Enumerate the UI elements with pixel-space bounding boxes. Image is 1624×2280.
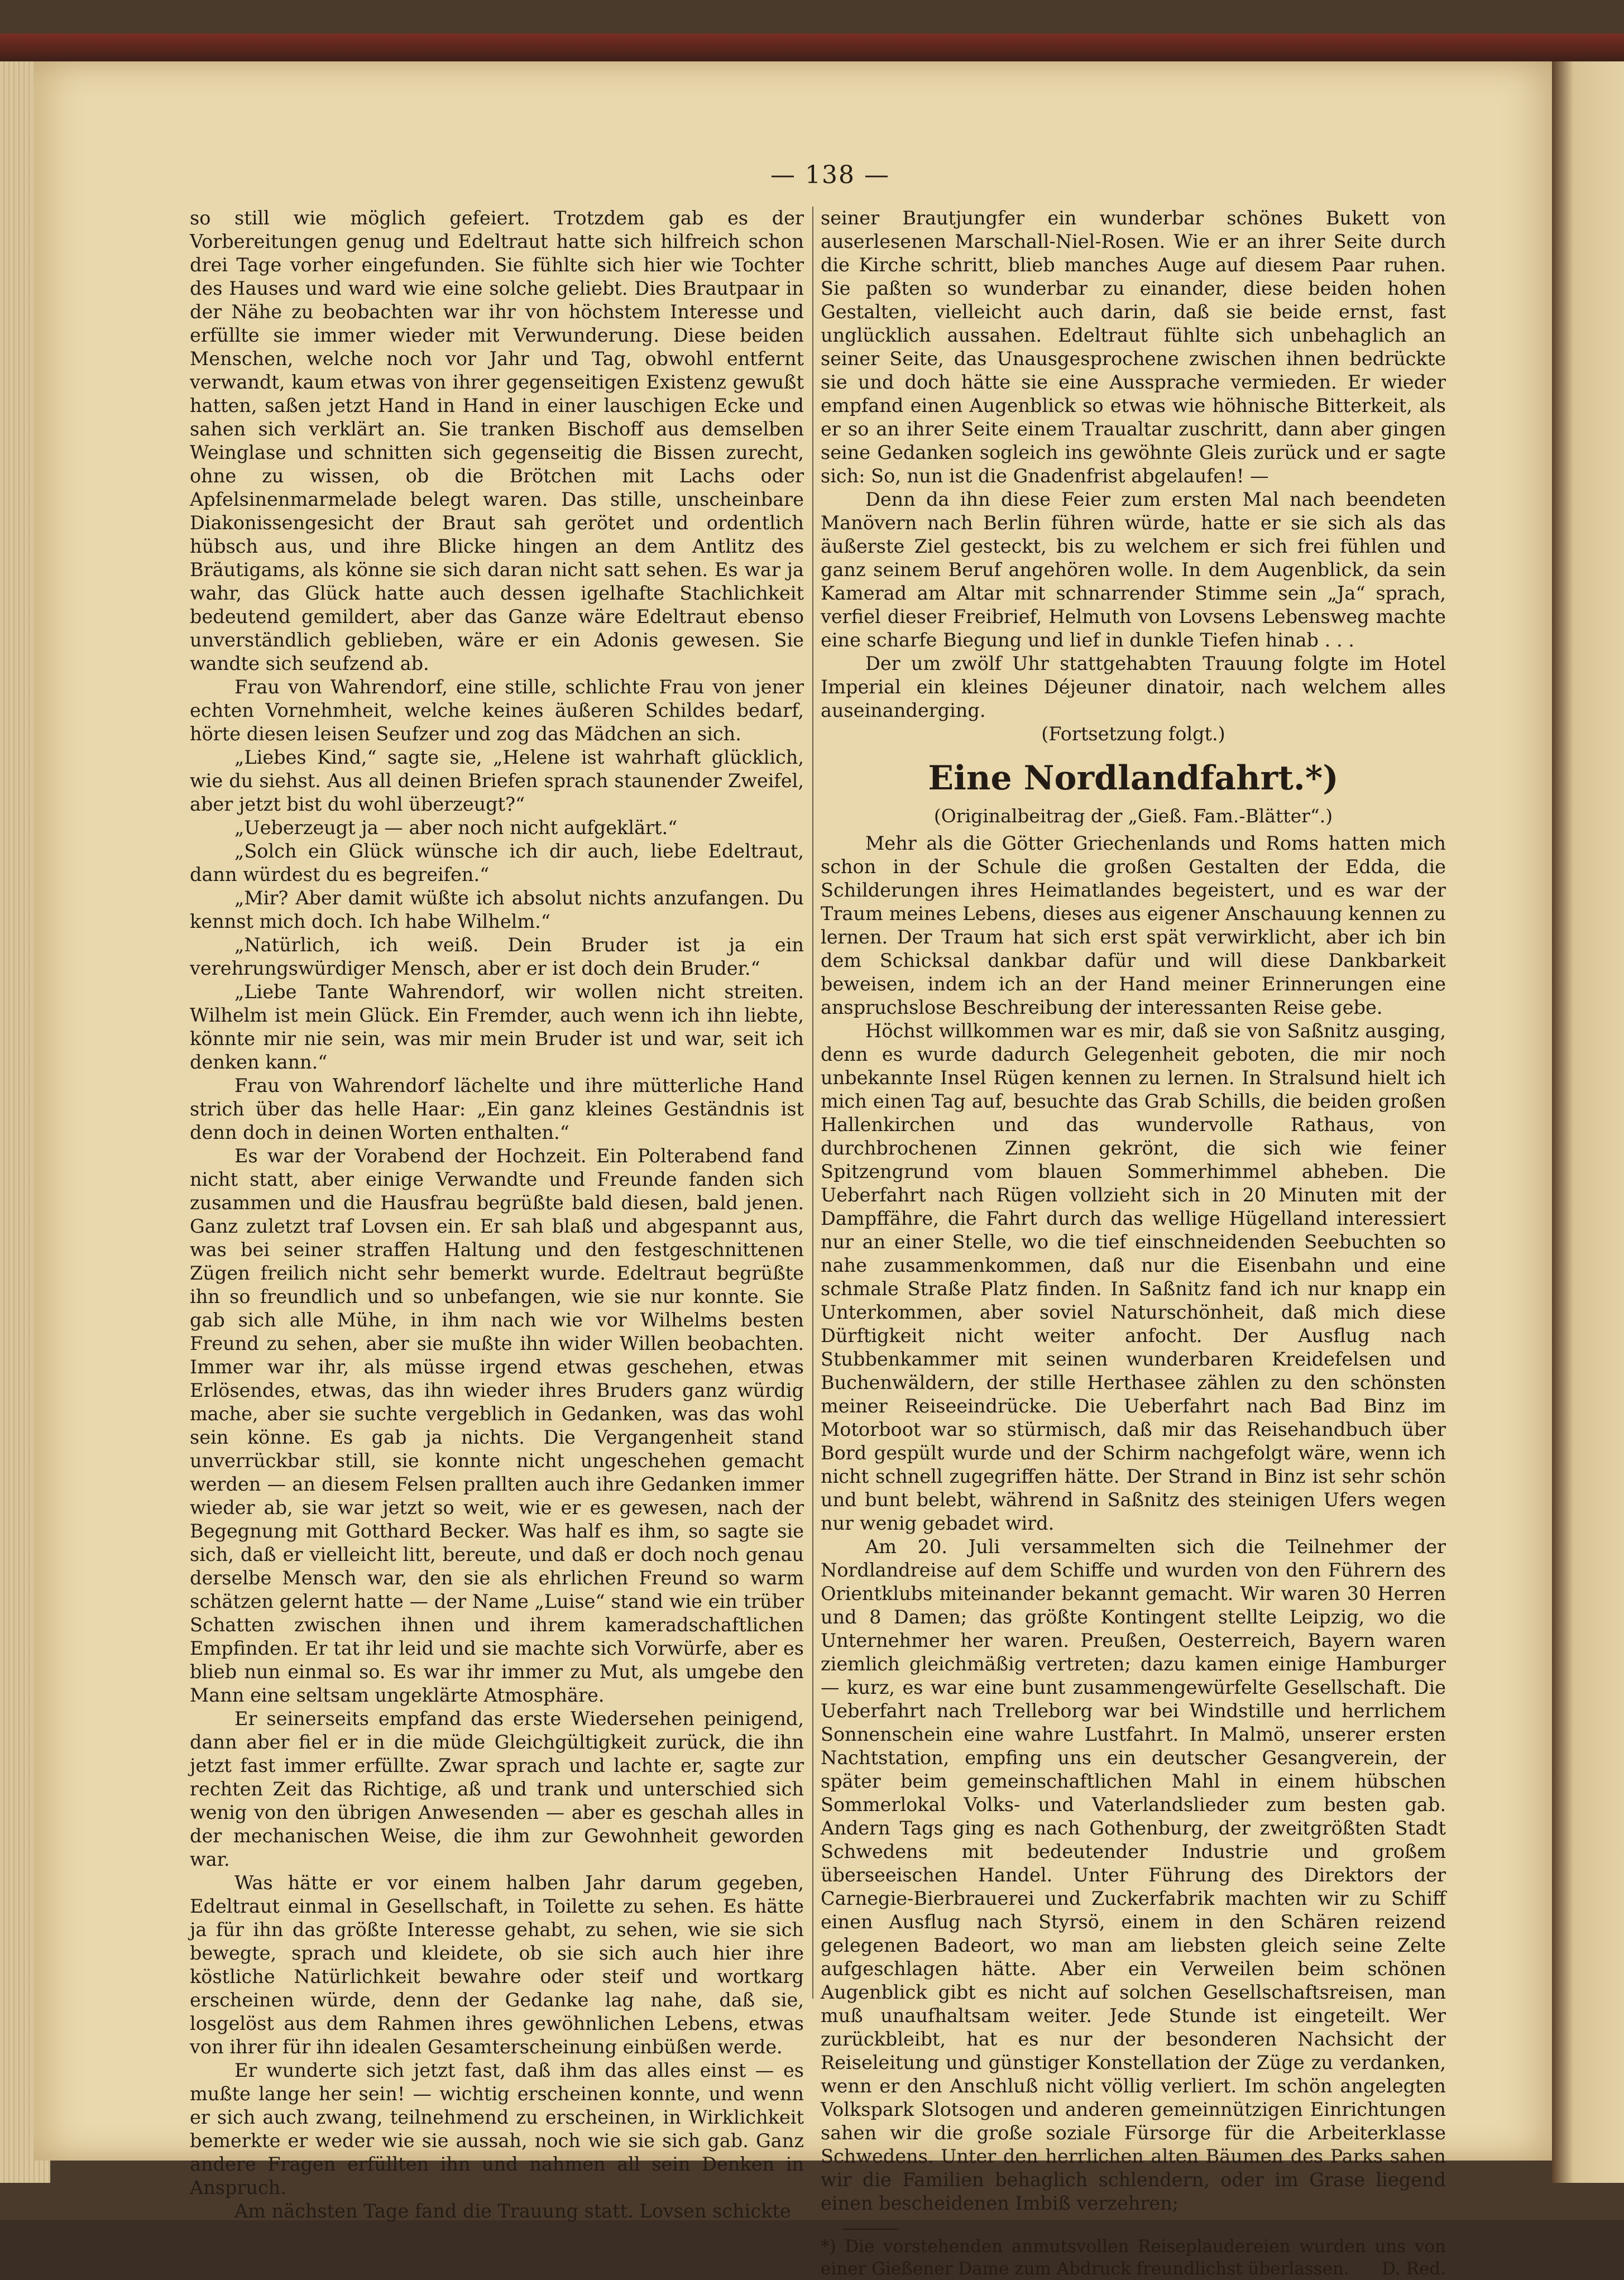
footnote-rule	[843, 2229, 899, 2230]
paragraph: Was hätte er vor einem halben Jahr darum gegeben, Edeltraut einmal in Gesellschaft, in Toilette zu sehen. Es hätte ja für ihn das größte Interesse gehabt, zu sehen, wie sie sich bewegte, sprach und kleidete, ob sie sich auch hier ihre köstliche Natürlichkeit bewahre oder steif und wortkarg erscheinen würde, denn der Gedanke lag nahe, daß sie, losgelöst aus dem Rahmen ihres gewöhnlichen Lebens, etwas von ihrer für ihn idealen Gesamterscheinung einbüßen werde.	[190, 1872, 804, 2058]
paragraph: „Liebes Kind,“ sagte sie, „Helene ist wahrhaft glücklich, wie du siehst. Aus all deinen Briefen sprach staunender Zweifel, aber jetzt bist du wohl überzeugt?“	[190, 746, 804, 815]
paragraph: Denn da ihn diese Feier zum ersten Mal nach beendeten Manövern nach Berlin führen würde, hatte er sie sich als das äußerste Ziel gesteckt, bis zu welchem er sich frei fühlen und ganz seinem Beruf angehören wolle. In dem Augenblick, da sein Kamerad am Altar mit schnarrender Stimme sein „Ja“ sprach, verfiel dieser Freibrief, Helmuth von Lovsens Lebensweg machte eine scharfe Biegung und lief in dunkle Tiefen hinab . . .	[821, 488, 1446, 651]
footnote-signature: D. Red.	[1382, 2259, 1446, 2279]
paragraph: Mehr als die Götter Griechenlands und Roms hatten mich schon in der Schule die großen Gestalten der Edda, die Schilderungen ihres Heimatlandes begeistert, und es war der Traum meines Lebens, dieses aus eigener Anschauung kennen zu lernen. Der Traum hat sich erst spät verwirklicht, aber ich bin dem Schicksal dankbar dafür und will diese Dankbarkeit beweisen, indem ich an der Hand meiner Erinnerungen eine anspruchslose Beschreibung der interessanten Reise gebe.	[821, 832, 1446, 1018]
paragraph: Der um zwölf Uhr stattgehabten Trauung folgte im Hotel Imperial ein kleines Déjeuner dinatoir, nach welchem alles auseinanderging.	[821, 653, 1446, 721]
paragraph: Am nächsten Tage fand die Trauung statt. Lovsen schickte	[234, 2200, 791, 2222]
footnote-text: *) Die vorstehenden anmutsvollen Reiseplaudereien wurden uns von einer Gießener Dame zum Abdruck freundlichst überlassen.	[821, 2236, 1446, 2279]
paragraph: Es war der Vorabend der Hochzeit. Ein Polterabend fand nicht statt, aber einige Verwandte und Freunde fanden sich zusammen und die Hausfrau begrüßte bald diesen, bald jenen. Ganz zuletzt traf Lovsen ein. Er sah blaß und abgespannt aus, was bei seiner straffen Haltung und den festgeschnittenen Zügen freilich nicht sehr bemerkt wurde. Edeltraut begrüßte ihn so freundlich und so unbefangen, wie sie nur konnte. Sie gab sich alle Mühe, in ihm nach wie vor Wilhelms besten Freund zu sehen, aber sie mußte ihn wider Willen beobachten. Immer war ihr, als müsse irgend etwas geschehen, etwas Erlösendes, etwas, das ihn wieder ihres Bruders ganz würdig mache, aber sie suchte vergeblich in Gedanken, was das wohl sein könne. Es gab ja nichts. Die Vergangenheit stand unverrückbar still, sie konnte nicht ungeschehen gemacht werden — an diesem Felsen prallten auch ihre Gedanken immer wieder ab, sie war jetzt so weit, wie er es gewesen, nach der Begegnung mit Gotthard Becker. Was half es ihm, so sagte sie sich, daß er vielleicht litt, bereute, und daß er doch noch genau derselbe Mensch war, den sie als ehrlichen Freund so warm schätzen gelernt hatte — der Name „Luise“ stand wie ein trüber Schatten zwischen ihnen und ihrem kameradschaftlichen Empfinden. Er tat ihr leid und sie machte sich Vorwürfe, aber es blieb nun einmal so. Es war ihr immer zu Mut, als umgebe den Mann eine seltsam ungeklärte Atmosphäre.	[190, 1145, 804, 1706]
paragraph: „Mir? Aber damit wüßte ich absolut nichts anzufangen. Du kennst mich doch. Ich habe Wilhelm.“	[190, 887, 804, 932]
article-subtitle: (Originalbeitrag der „Gieß. Fam.-Blätter“.)	[933, 805, 1333, 827]
paragraph: Er seinerseits empfand das erste Wiedersehen peinigend, dann aber fiel er in die müde Gleichgültigkeit zurück, die ihn jetzt fast immer erfüllte. Zwar sprach und lachte er, sagte zur rechten Zeit das Richtige, aß und trank und unterschied sich wenig von den übrigen Anwesenden — aber es geschah alles in der mechanischen Weise, die ihm zur Gewohnheit geworden war.	[190, 1708, 804, 1870]
column-divider	[812, 207, 813, 1999]
book-cover-edge	[0, 33, 1624, 61]
next-page-edge	[1552, 61, 1624, 2183]
paragraph: seiner Brautjungfer ein wunderbar schönes Bukett von auserlesenen Marschall-Niel-Rosen. Wie er an ihrer Seite durch die Kirche schritt, blieb manches Auge auf diesem Paar ruhen. Sie paßten so wunderbar zu einander, diese beiden hohen Gestalten, vielleicht auch darin, daß sie beide ernst, fast unglücklich aussahen. Edeltraut fühlte sich unbehaglich an seiner Seite, das Unausgesprochene zwischen ihnen bedrückte sie und doch hätte sie eine Aussprache vermieden. Er wieder empfand einen Augenblick so etwas wie höhnische Bitterkeit, als er so an ihrer Seite einem Traualtar zuschritt, dann aber gingen seine Gedanken sogleich ins gewöhnte Gleis zurück und er sagte sich: So, nun ist die Gnadenfrist abgelaufen! —	[821, 207, 1446, 487]
article-title: Eine Nordlandfahrt.*)	[928, 759, 1339, 798]
footnote	[821, 2235, 1446, 2280]
page-number: — 138 —	[770, 161, 890, 189]
paragraph: „Liebe Tante Wahrendorf, wir wollen nicht streiten. Wilhelm ist mein Glück. Ein Fremder, auch wenn ich ihn liebte, könnte mir nie sein, was mir mein Bruder ist und war, seit ich denken kann.“	[190, 981, 804, 1073]
continuation-note: (Fortsetzung folgt.)	[1041, 723, 1225, 745]
paragraph: Höchst willkommen war es mir, daß sie von Saßnitz ausging, denn es wurde dadurch Gelegenheit geboten, die mir noch unbekannte Insel Rügen kennen zu lernen. In Stralsund hielt ich mich einen Tag auf, besuchte das Grab Schills, die beiden großen Hallenkirchen und das wundervolle Rathaus, von durchbrochenen Zinnen gekrönt, die sich wie feiner Spitzengrund vom blauen Sommerhimmel abheben. Die Ueberfahrt nach Rügen vollzieht sich in 20 Minuten mit der Dampffähre, die Fahrt durch das wellige Hügelland interessiert nur an einer Stelle, wo die tief einschneidenden Seebuchten so nahe zusammenkommen, daß nur die Eisenbahn und eine schmale Straße Platz finden. In Saßnitz fand ich nur knapp ein Unterkommen, aber soviel Naturschönheit, daß mich diese Dürftigkeit nicht weiter anfocht. Der Ausflug nach Stubbenkammer mit seinen wunderbaren Kreidefelsen und Buchenwäldern, der stille Herthasee zählen zu den schönsten meiner Reiseeindrücke. Die Ueberfahrt nach Bad Binz im Motorboot war so stürmisch, daß mir das Reisehandbuch über Bord gespült wurde und der Schirm nachgefolgt wäre, wenn ich nicht schnell zugegriffen hätte. Der Strand in Binz ist sehr schön und bunt belebt, während in Saßnitz des steinigen Ufers wegen nur wenig gebadet wird.	[821, 1020, 1446, 1534]
left-column	[190, 207, 804, 2222]
right-column	[821, 207, 1446, 2279]
paragraph: Er wunderte sich jetzt fast, daß ihm das alles einst — es mußte lange her sein! — wichtig erscheinen konnte, und wenn er sich auch zwang, teilnehmend zu erscheinen, in Wirklichkeit bemerkte er weder wie sie aussah, noch wie sie sich gab. Ganz andere Fragen erfüllten ihn und nahmen all sein Denken in Anspruch.	[190, 2059, 804, 2198]
paragraph: Am 20. Juli versammelten sich die Teilnehmer der Nordlandreise auf dem Schiffe und wurden von den Führern des Orientklubs miteinander bekannt gemacht. Wir waren 30 Herren und 8 Damen; das größte Kontingent stellte Leipzig, wo die Unternehmer her waren. Preußen, Oesterreich, Bayern waren ziemlich gleichmäßig vertreten; dazu kamen einige Hamburger — kurz, es war eine bunt zusammengewürfelte Gesellschaft. Die Ueberfahrt nach Trelleborg war bei Windstille und herrlichem Sonnenschein eine wahre Lustfahrt. In Malmö, unserer ersten Nachtstation, empfing uns ein deutscher Gesangverein, der später beim gemeinschaftlichen Mahl in einem hübschen Sommerlokal Volks- und Vaterlandslieder zum besten gab. Andern Tags ging es nach Gothenburg, der zweitgrößten Stadt Schwedens mit bedeutender Industrie und großem überseeischen Handel. Unter Führung des Direktors der Carnegie-Bierbrauerei und Zuckerfabrik machten wir zu Schiff einen Ausflug nach Styrsö, einem in den Schären reizend gelegenen Badeort, wo man am liebsten gleich seine Zelte aufgeschlagen hätte. Aber ein Verweilen beim schönen Augenblick gibt es nicht auf solchen Gesellschaftsreisen, man muß unaufhaltsam weiter. Jede Stunde ist eingeteilt. Wer zurückbleibt, hat es nur der besonderen Nachsicht der Reiseleitung und günstiger Konstellation der Züge zu verdanken, wenn er den Anschluß nicht völlig verliert. Im schön angelegten Volkspark Slotsogen und anderen gemeinnützigen Einrichtungen sahen wir die große soziale Fürsorge für die Arbeiterklasse Schwedens. Unter den herrlichen alten Bäumen des Parks sahen wir die Familien behaglich schlendern, oder im Grase liegend einen bescheidenen Imbiß verzehren;	[821, 1536, 1446, 2214]
paragraph: „Ueberzeugt ja — aber noch nicht aufgeklärt.“	[234, 817, 678, 839]
paragraph: Frau von Wahrendorf lächelte und ihre mütterliche Hand strich über das helle Haar: „Ein ganz kleines Geständnis ist denn doch in deinen Worten enthalten.“	[190, 1075, 804, 1143]
paragraph: „Natürlich, ich weiß. Dein Bruder ist ja ein verehrungswürdiger Mensch, aber er ist doch dein Bruder.“	[190, 934, 804, 979]
paragraph: Frau von Wahrendorf, eine stille, schlichte Frau von jener echten Vornehmheit, welche keines äußeren Schildes bedarf, hörte diesen leisen Seufzer und zog das Mädchen an sich.	[190, 676, 804, 745]
paragraph: so still wie möglich gefeiert. Trotzdem gab es der Vorbereitungen genug und Edeltraut hatte sich hilfreich schon drei Tage vorher eingefunden. Sie fühlte sich hier wie Tochter des Hauses und ward wie eine solche geliebt. Dies Brautpaar in der Nähe zu beobachten war ihr von höchstem Interesse und erfüllte sie immer wieder mit Verwunderung. Diese beiden Menschen, welche noch vor Jahr und Tag, obwohl entfernt verwandt, kaum etwas von ihrer gegenseitigen Existenz gewußt hatten, saßen jetzt Hand in Hand in einer lauschigen Ecke und sahen sich verklärt an. Sie tranken Bischoff aus demselben Weinglase und schnitten sich gegenseitig die Bissen zurecht, ohne zu wissen, ob die Brötchen mit Lachs oder Apfelsinenmarmelade belegt waren. Das stille, unscheinbare Diakonissengesicht der Braut sah gerötet und ordentlich hübsch aus, und ihre Blicke hingen an dem Antlitz des Bräutigams, als könne sie sich daran nicht satt sehen. Es war ja wahr, das Glück hatte auch dessen igelhafte Stachlichkeit bedeutend gemildert, aber das Ganze wäre Edeltraut ebenso unverständlich geblieben, wäre er ein Adonis gewesen. Sie wandte sich seufzend ab.	[190, 207, 804, 674]
paragraph: „Solch ein Glück wünsche ich dir auch, liebe Edeltraut, dann würdest du es begreifen.“	[190, 840, 804, 885]
